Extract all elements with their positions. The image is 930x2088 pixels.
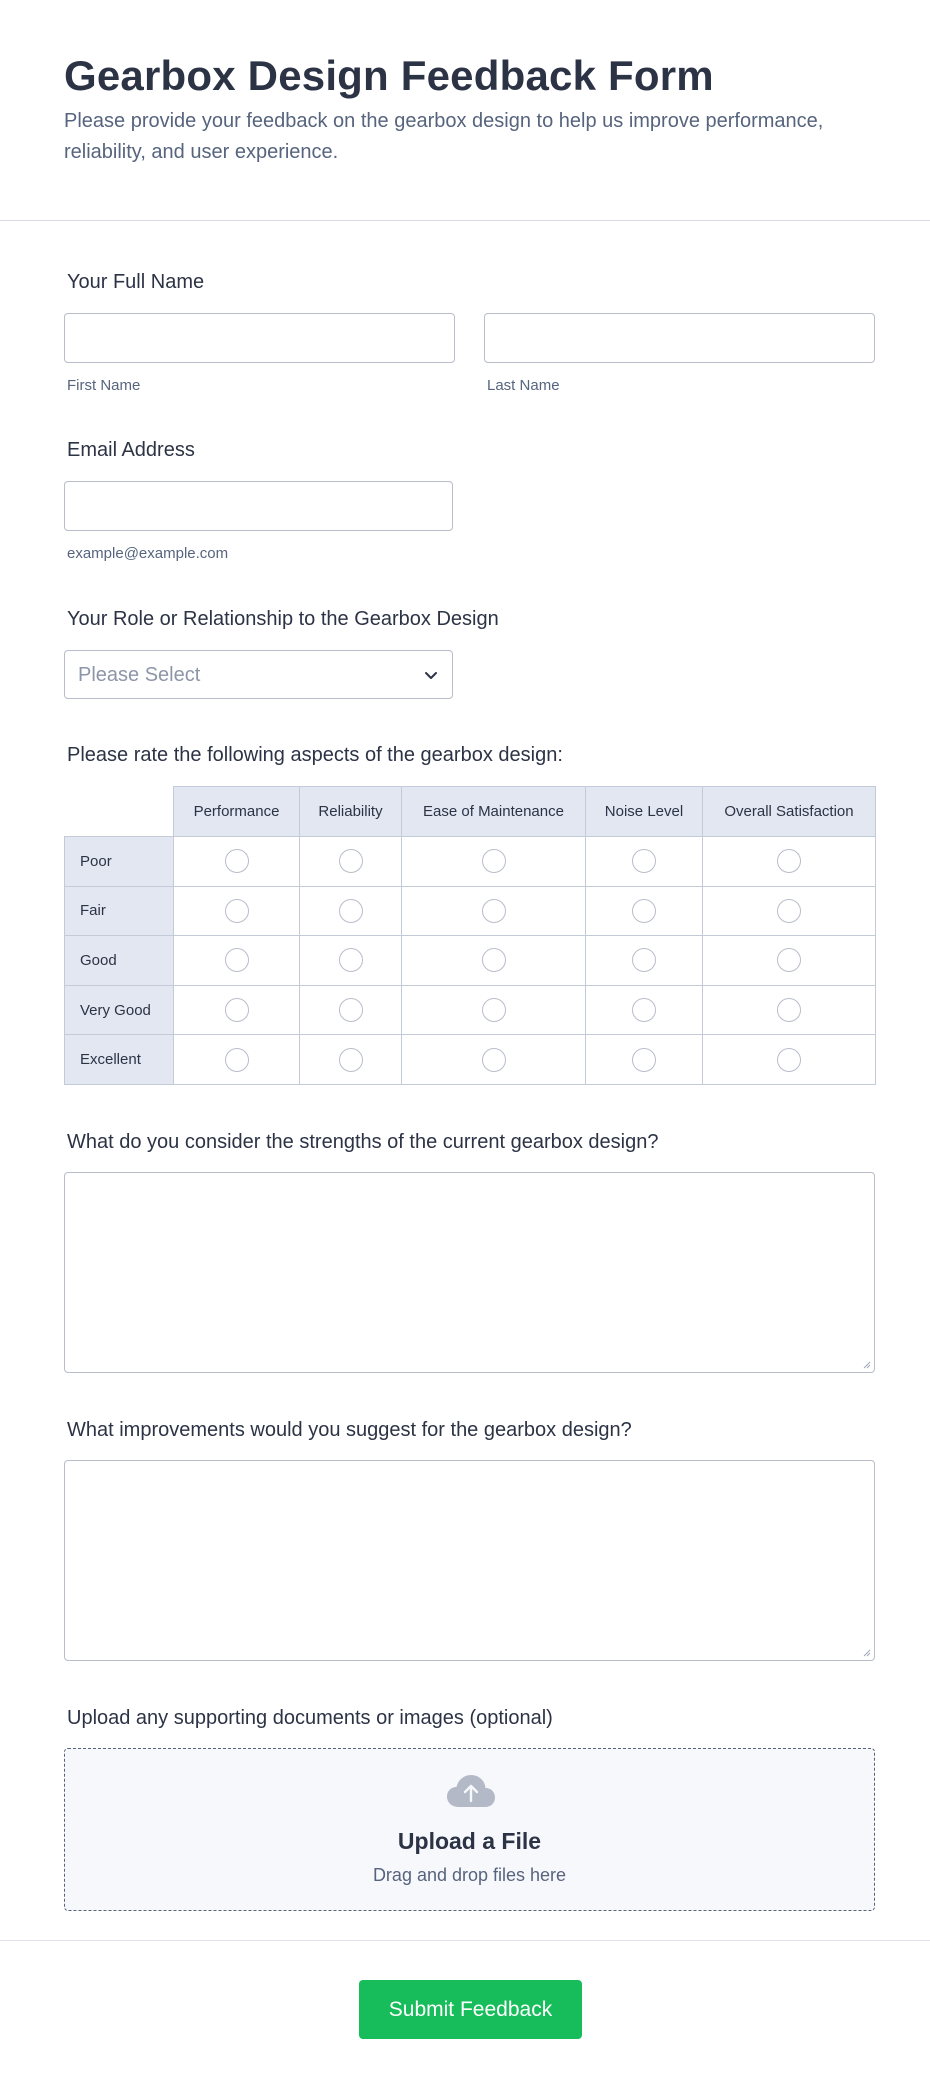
- role-select-placeholder: Please Select: [78, 664, 201, 686]
- rating-radio[interactable]: [225, 998, 249, 1022]
- upload-title: Upload a File: [397, 1828, 542, 1854]
- matrix-column-header: Noise Level: [586, 787, 703, 837]
- rating-radio[interactable]: [225, 849, 249, 873]
- matrix-row: [65, 936, 876, 986]
- file-upload-dropzone[interactable]: [64, 1748, 875, 1911]
- matrix-row-label: Good: [65, 936, 174, 986]
- rating-label: Please rate the following aspects of the gearbox design:: [67, 744, 563, 766]
- matrix-row-label: Very Good: [65, 985, 174, 1035]
- rating-radio[interactable]: [632, 849, 656, 873]
- rating-radio[interactable]: [482, 1048, 506, 1072]
- page-title: Gearbox Design Feedback Form: [64, 52, 714, 99]
- matrix-column-header: Performance: [174, 787, 300, 837]
- email-label: Email Address: [67, 439, 195, 461]
- rating-radio[interactable]: [339, 849, 363, 873]
- rating-radio[interactable]: [632, 899, 656, 923]
- rating-radio[interactable]: [632, 948, 656, 972]
- improvements-textarea[interactable]: [64, 1460, 875, 1661]
- last-name-sublabel: Last Name: [487, 377, 560, 394]
- rating-radio[interactable]: [777, 899, 801, 923]
- matrix-row: [65, 886, 876, 936]
- rating-radio[interactable]: [339, 998, 363, 1022]
- rating-radio[interactable]: [777, 1048, 801, 1072]
- rating-radio[interactable]: [482, 948, 506, 972]
- upload-subtitle: Drag and drop files here: [372, 1865, 567, 1885]
- matrix-column-header: Ease of Maintenance: [402, 787, 586, 837]
- matrix-row: [65, 837, 876, 887]
- matrix-row-label: Fair: [65, 886, 174, 936]
- strengths-textarea[interactable]: [64, 1172, 875, 1373]
- rating-radio[interactable]: [777, 998, 801, 1022]
- cloud-upload-icon: [446, 1773, 496, 1809]
- rating-radio[interactable]: [632, 998, 656, 1022]
- rating-radio[interactable]: [632, 1048, 656, 1072]
- email-sublabel: example@example.com: [67, 545, 229, 562]
- first-name-sublabel: First Name: [67, 377, 141, 394]
- rating-radio[interactable]: [482, 899, 506, 923]
- full-name-label: Your Full Name: [67, 271, 205, 293]
- chevron-down-icon: [422, 666, 440, 684]
- improvements-label: What improvements would you suggest for the gearbox design?: [67, 1419, 632, 1441]
- matrix-row-label: Excellent: [65, 1035, 174, 1085]
- rating-radio[interactable]: [777, 948, 801, 972]
- form-header: [0, 0, 930, 221]
- matrix-corner: [65, 787, 174, 837]
- page-subtitle: Please provide your feedback on the gearbox design to help us improve performance, reliability, and user experience.: [64, 110, 824, 163]
- footer-divider: [0, 1940, 930, 1941]
- email-input[interactable]: [64, 481, 453, 531]
- rating-radio[interactable]: [482, 998, 506, 1022]
- submit-button[interactable]: Submit Feedback: [359, 1980, 582, 2039]
- matrix-row: [65, 985, 876, 1035]
- rating-radio[interactable]: [225, 948, 249, 972]
- rating-radio[interactable]: [339, 948, 363, 972]
- matrix-header-row: [65, 787, 876, 837]
- rating-radio[interactable]: [482, 849, 506, 873]
- rating-matrix: [64, 786, 876, 1085]
- strengths-label: What do you consider the strengths of the current gearbox design?: [67, 1131, 659, 1153]
- matrix-column-header: Reliability: [300, 787, 402, 837]
- rating-radio[interactable]: [777, 849, 801, 873]
- resize-grip-icon[interactable]: [861, 1647, 871, 1657]
- last-name-input[interactable]: [484, 313, 875, 363]
- first-name-input[interactable]: [64, 313, 455, 363]
- rating-radio[interactable]: [339, 899, 363, 923]
- resize-grip-icon[interactable]: [861, 1359, 871, 1369]
- matrix-column-header: Overall Satisfaction: [703, 787, 876, 837]
- role-label: Your Role or Relationship to the Gearbox Design: [67, 608, 499, 630]
- matrix-row: [65, 1035, 876, 1085]
- role-select[interactable]: [64, 650, 453, 699]
- matrix-row-label: Poor: [65, 837, 174, 887]
- rating-radio[interactable]: [225, 1048, 249, 1072]
- upload-label: Upload any supporting documents or images (optional): [67, 1707, 553, 1729]
- rating-radio[interactable]: [339, 1048, 363, 1072]
- rating-radio[interactable]: [225, 899, 249, 923]
